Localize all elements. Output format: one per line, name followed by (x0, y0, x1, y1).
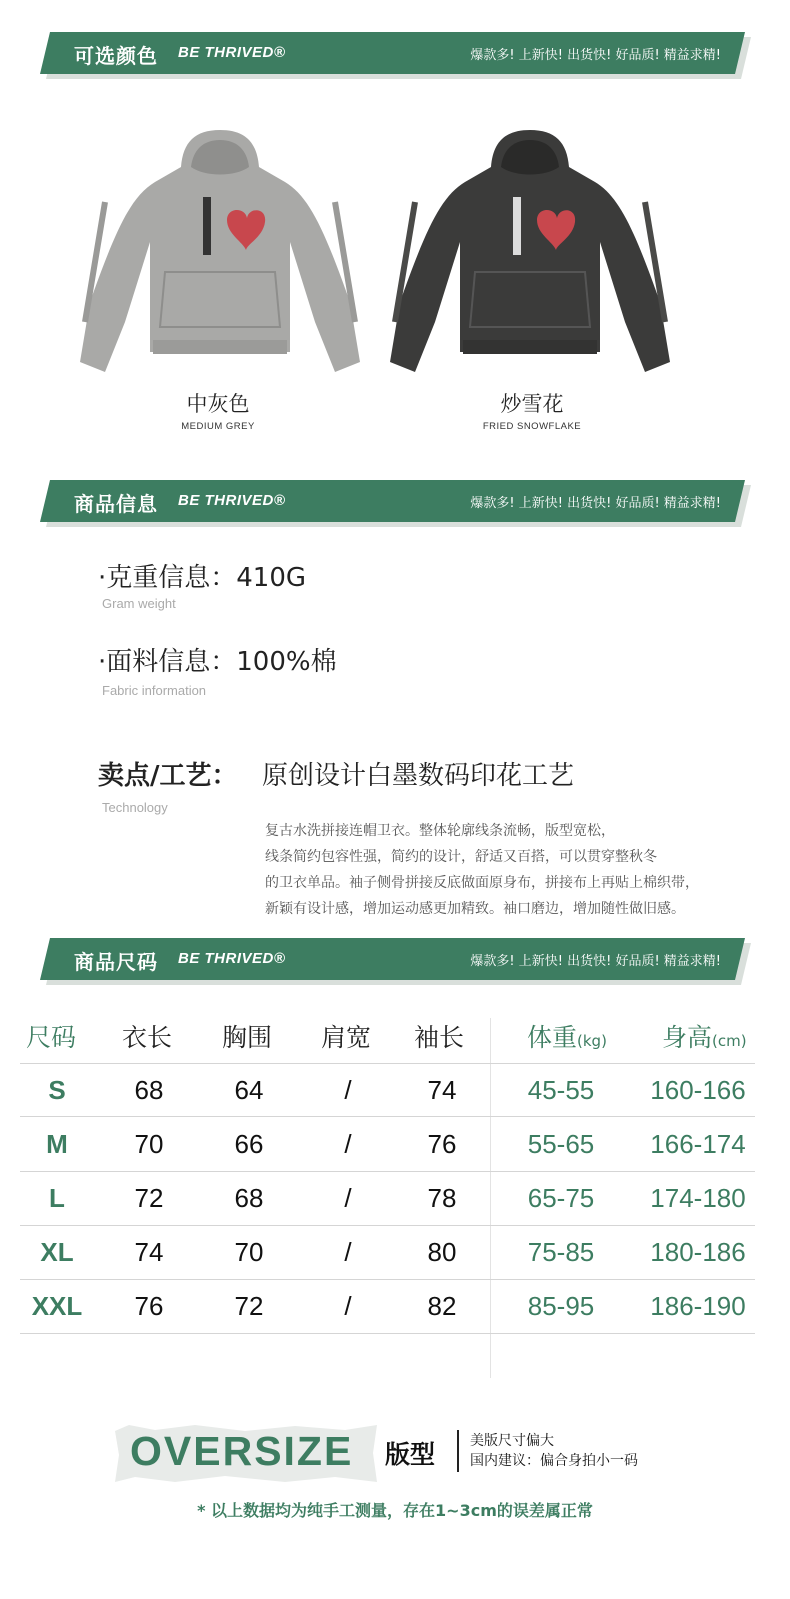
cell-height: 166-174 (650, 1129, 746, 1159)
cell-chest: 64 (234, 1075, 264, 1105)
cell-height: 180-186 (650, 1237, 746, 1267)
cell-length: 68 (134, 1075, 164, 1105)
cell-weight: 75-85 (527, 1237, 595, 1267)
banner-product-info (40, 480, 745, 522)
description-line: 新颖有设计感，增加运动感更加精致。袖口磨边，增加随性做旧感。 (265, 901, 685, 917)
cell-length: 76 (134, 1291, 164, 1321)
fabric-info: ·面料信息：100%棉 (98, 647, 337, 677)
cell-chest: 72 (234, 1291, 264, 1321)
cell-chest: 66 (234, 1129, 264, 1159)
measurement-footnote: * 以上数据均为纯手工测量，存在1~3cm的误差属正常 (197, 1501, 593, 1520)
cell-shoulder: / (344, 1237, 352, 1267)
brand-logo: BE THRIVED® (178, 492, 286, 509)
cell-weight: 65-75 (527, 1183, 595, 1213)
craft-value: 原创设计白墨数码印花工艺 (262, 761, 575, 791)
header-shoulder: 肩宽 (321, 1023, 372, 1052)
cell-size: XL (40, 1237, 74, 1267)
fit-label: 版型 (385, 1440, 436, 1469)
header-size: 尺码 (26, 1023, 77, 1052)
brand-logo: BE THRIVED® (178, 950, 286, 967)
description-line: 复古水洗拼接连帽卫衣。整体轮廓线条流畅，版型宽松， (265, 823, 615, 839)
weight-info: ·克重信息：410G (98, 563, 307, 593)
banner-size (40, 938, 745, 980)
header-chest: 胸围 (222, 1023, 273, 1052)
header-weight: 体重(kg) (527, 1023, 607, 1052)
cell-size: S (48, 1075, 66, 1105)
color-name-grey: 中灰色 (186, 392, 250, 416)
banner-slogan: 爆款多! 上新快! 出货快! 好品质! 精益求精! (470, 48, 721, 63)
description-line: 线条简约包容性强，简约的设计，舒适又百搭，可以贯穿整秋冬 (265, 849, 657, 865)
brand-logo: BE THRIVED® (178, 44, 286, 61)
row-divider (20, 1225, 755, 1226)
cell-chest: 68 (234, 1183, 264, 1213)
cell-weight: 55-65 (527, 1129, 595, 1159)
banner-title: 可选颜色 (74, 44, 158, 68)
header-height: 身高(cm) (662, 1023, 747, 1052)
banner-slogan: 爆款多! 上新快! 出货快! 好品质! 精益求精! (470, 954, 721, 969)
cell-weight: 45-55 (527, 1075, 595, 1105)
cell-shoulder: / (344, 1129, 352, 1159)
cell-sleeve: 74 (427, 1075, 457, 1105)
row-divider (20, 1279, 755, 1280)
cell-shoulder: / (344, 1291, 352, 1321)
cell-chest: 70 (234, 1237, 264, 1267)
cell-sleeve: 80 (427, 1237, 457, 1267)
weight-info-en: Gram weight (102, 596, 176, 611)
cell-sleeve: 76 (427, 1129, 457, 1159)
cell-length: 74 (134, 1237, 164, 1267)
color-en-snowflake: FRIED SNOWFLAKE (482, 421, 582, 432)
divider (457, 1430, 459, 1472)
cell-height: 160-166 (650, 1075, 746, 1105)
cell-height: 186-190 (650, 1291, 746, 1321)
cell-size: M (46, 1129, 68, 1159)
cell-height: 174-180 (650, 1183, 746, 1213)
cell-weight: 85-95 (527, 1291, 595, 1321)
banner-slogan: 爆款多! 上新快! 出货快! 好品质! 精益求精! (470, 496, 721, 511)
row-divider (20, 1171, 755, 1172)
cell-sleeve: 78 (427, 1183, 457, 1213)
hoodie-snowflake-image (385, 122, 675, 377)
banner-title: 商品尺码 (74, 950, 158, 974)
cell-size: XXL (31, 1291, 83, 1321)
hoodie-grey-image (75, 122, 365, 377)
cell-shoulder: / (344, 1183, 352, 1213)
cell-sleeve: 82 (427, 1291, 457, 1321)
row-divider (20, 1063, 755, 1064)
fit-advice: 国内建议：偏合身拍小一码 (470, 1453, 638, 1469)
cell-size: L (49, 1183, 65, 1213)
header-length: 衣长 (122, 1023, 173, 1052)
fabric-info-en: Fabric information (102, 683, 207, 698)
craft-label: 卖点/工艺： (98, 761, 238, 791)
banner-title: 商品信息 (74, 492, 158, 516)
row-divider (20, 1116, 755, 1117)
banner-colors (40, 32, 745, 74)
fit-note: 美版尺寸偏大 (470, 1433, 554, 1449)
cell-length: 70 (134, 1129, 164, 1159)
header-sleeve: 袖长 (414, 1023, 465, 1052)
color-name-snowflake: 炒雪花 (500, 392, 564, 416)
description-line: 的卫衣单品。袖子侧骨拼接反底做面原身布，拼接布上再贴上棉织带， (265, 875, 699, 891)
oversize-text: OVERSIZE (130, 1428, 354, 1474)
cell-shoulder: / (344, 1075, 352, 1105)
color-en-grey: MEDIUM GREY (181, 421, 255, 432)
cell-length: 72 (134, 1183, 164, 1213)
row-divider (20, 1333, 755, 1334)
craft-en: Technology (102, 800, 168, 815)
